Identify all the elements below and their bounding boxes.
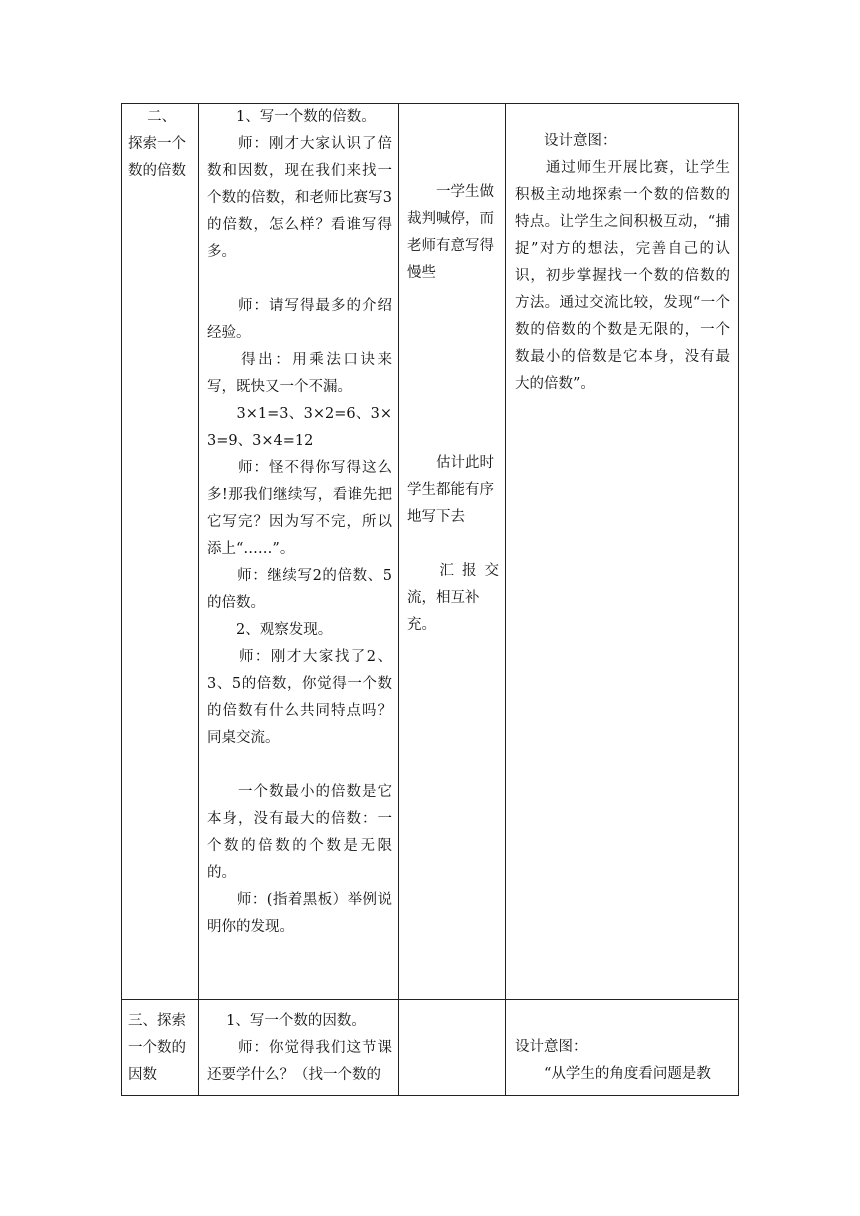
- section-line: 二、: [128, 109, 177, 125]
- content-paragraph: 3×1=3、3×2=6、3×3=9、3×4=12: [207, 406, 392, 449]
- section-line: 探索一个: [128, 136, 186, 152]
- content-paragraph: 师：刚才大家找了2、3、5的倍数，你觉得一个数的倍数有什么共同特点吗？同桌交流。: [207, 649, 392, 746]
- content-paragraph: 师：怪不得你写得这么多!那我们继续写，看谁先把它写完？因为写不完，所以添上“……”。: [207, 460, 392, 557]
- table-row: [122, 104, 739, 1000]
- content-paragraph: 2、观察发现。: [207, 622, 333, 638]
- blank-line: [199, 266, 398, 293]
- content-paragraph: 师：刚才大家认识了倍数和因数，现在我们来找一个数的倍数，和老师比赛写3的倍数，怎么样？看谁写得多。: [207, 136, 392, 260]
- spacer: [506, 104, 738, 128]
- note-paragraph: 流，相互补充。: [407, 590, 480, 633]
- design-intent-title: 设计意图：: [515, 1039, 588, 1055]
- design-intent-body: “从学生的角度看问题是教: [515, 1066, 711, 1082]
- content-paragraph: 师：继续写2的倍数、5的倍数。: [207, 568, 392, 611]
- content-cell: [199, 104, 399, 1000]
- blank-line: [399, 531, 505, 558]
- note-paragraph: 估计此时学生都能有序地写下去: [407, 455, 494, 525]
- content-paragraph: 师：请写得最多的介绍经验。: [207, 298, 392, 341]
- section-cell: [122, 104, 199, 1000]
- content-paragraph: 得出：用乘法口诀来写，既快又一个不漏。: [207, 352, 392, 395]
- section-line: 数的倍数: [128, 163, 186, 179]
- notes-cell: [399, 1000, 506, 1096]
- design-intent-cell: [506, 1000, 739, 1096]
- spacer: [506, 1000, 738, 1034]
- spacer: [399, 287, 505, 450]
- section-line: 三、探索: [128, 1013, 186, 1029]
- section-line: 因数: [128, 1067, 157, 1083]
- table-row: [122, 1000, 739, 1096]
- blank-line: [199, 752, 398, 779]
- note-paragraph: 一学生做裁判喊停，而老师有意写得慢些: [407, 184, 494, 281]
- content-paragraph: 一个数最小的倍数是它本身，没有最大的倍数：一个数的倍数的个数是无限的。: [207, 784, 392, 881]
- design-intent-body: 通过师生开展比赛，让学生积极主动地探索一个数的倍数的特点。让学生之间积极互动，“捕捉”对方的想法，完善自己的认识，初步掌握找一个数的倍数的方法。通过交流比较，发现“一个数的倍数的个数是无限的，一个数最小的倍数是它本身，没有最大的倍数”。: [515, 160, 730, 392]
- content-paragraph: 1、写一个数的因数。: [207, 1013, 366, 1029]
- content-paragraph: 师：(指着黑板）举例说明你的发现。: [207, 892, 392, 935]
- content-paragraph: 师：你觉得我们这节课还要学什么？（找一个数的: [207, 1040, 392, 1083]
- section-line: 一个数的: [128, 1040, 186, 1056]
- lesson-plan-table: [121, 103, 739, 1096]
- note-paragraph: 汇 报 交: [407, 563, 499, 579]
- design-intent-title: 设计意图：: [515, 133, 617, 149]
- spacer: [399, 104, 505, 179]
- section-cell: [122, 1000, 199, 1096]
- content-cell: [199, 1000, 399, 1096]
- notes-cell: [399, 104, 506, 1000]
- design-intent-cell: [506, 104, 739, 1000]
- content-paragraph: 1、写一个数的倍数。: [207, 109, 376, 125]
